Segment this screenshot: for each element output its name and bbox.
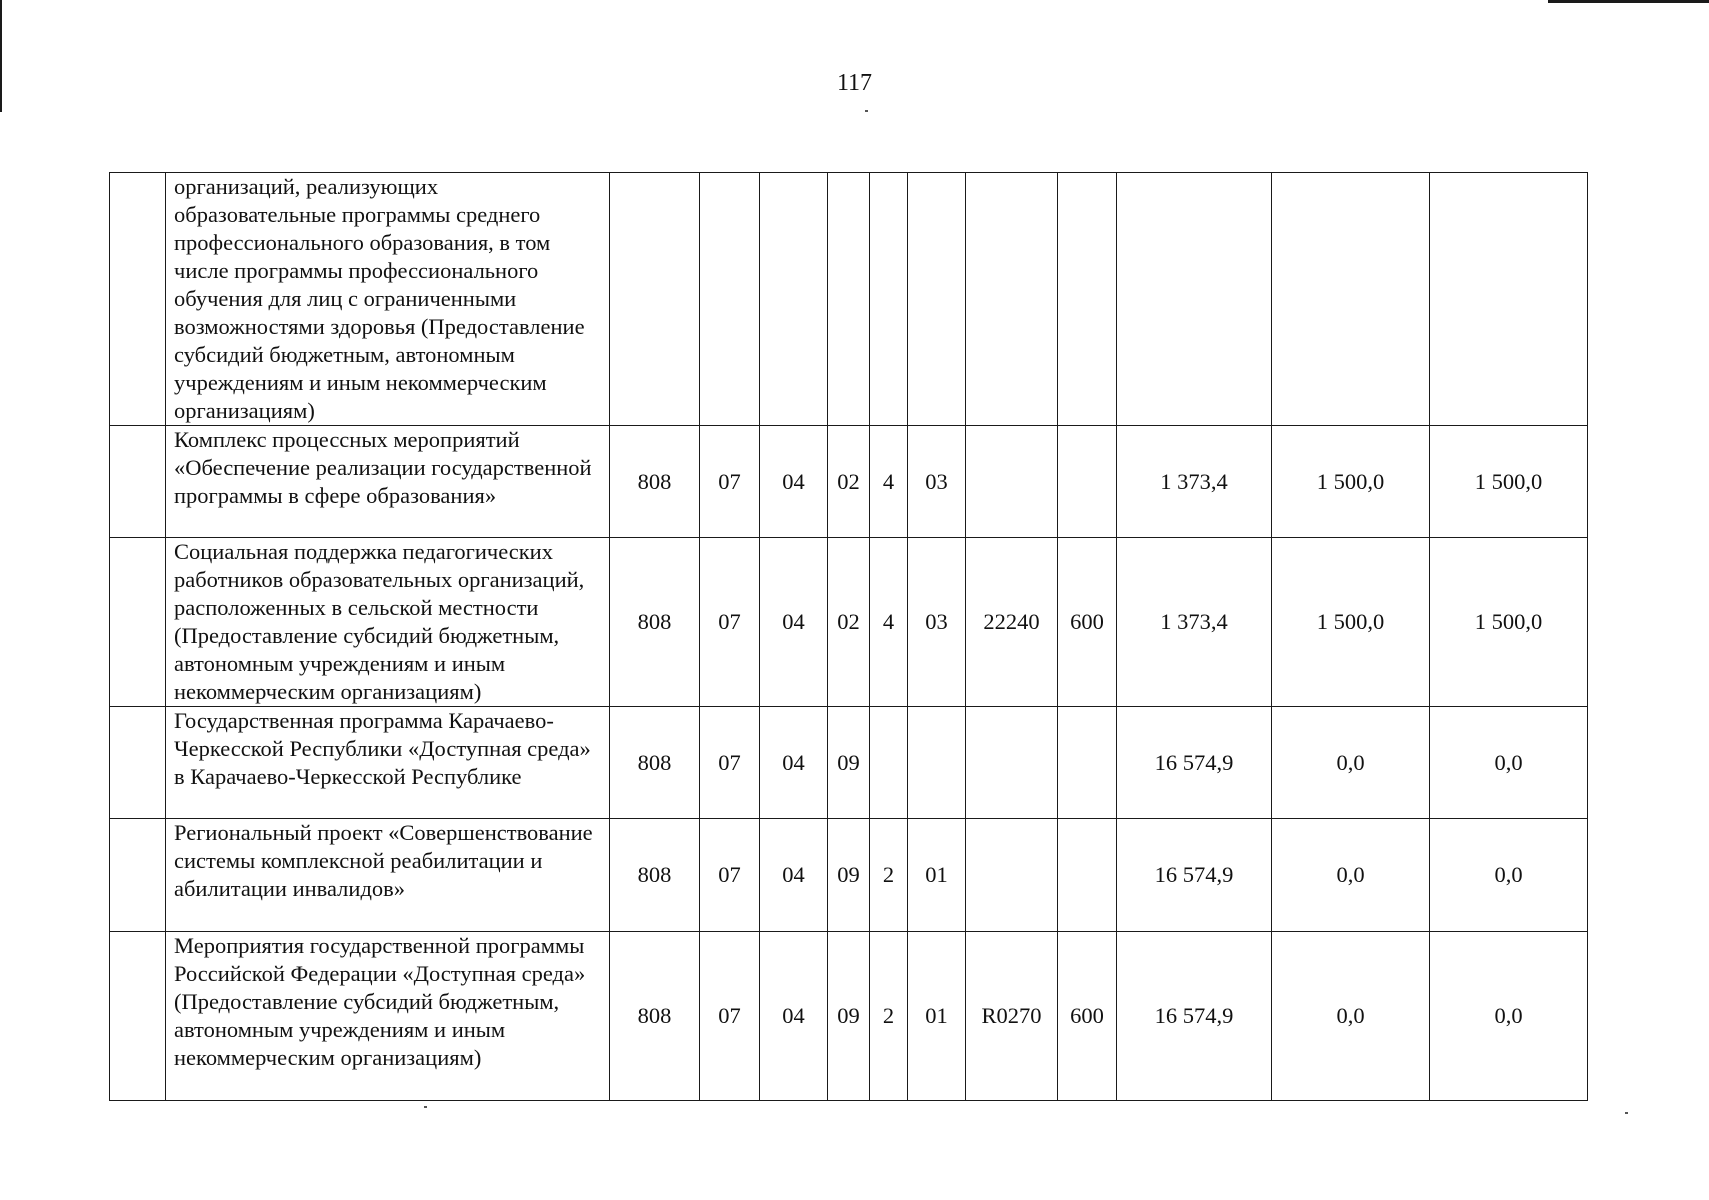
amount-year3-cell: [1430, 173, 1588, 426]
rz-cell: 07: [700, 932, 760, 1101]
rz-cell: 07: [700, 707, 760, 819]
event-code-cell: 03: [908, 426, 966, 538]
table-row: [110, 819, 1588, 932]
direction-code-cell: R0270: [966, 932, 1058, 1101]
event-code-cell: 01: [908, 932, 966, 1101]
table-row: [110, 426, 1588, 538]
scan-dot: [424, 1106, 427, 1108]
rz-cell: [700, 173, 760, 426]
ved-cell: 808: [610, 426, 700, 538]
direction-code-cell: [966, 173, 1058, 426]
direction-code-cell: [966, 707, 1058, 819]
subprogram-type-cell: 4: [870, 426, 908, 538]
direction-code-cell: 22240: [966, 538, 1058, 707]
table-row: [110, 538, 1588, 707]
program-code-cell: 02: [828, 426, 870, 538]
row-name-cell: Государственная программа Карачаево-Черкесской Республики «Доступная среда» в Карачаево-Черкесской Республике: [166, 707, 610, 819]
pr-cell: 04: [760, 819, 828, 932]
direction-code-cell: [966, 426, 1058, 538]
subprogram-type-cell: [870, 173, 908, 426]
ved-cell: [610, 173, 700, 426]
ved-cell: 808: [610, 932, 700, 1101]
event-code-cell: [908, 173, 966, 426]
amount-year1-cell: 16 574,9: [1117, 932, 1272, 1101]
amount-year1-cell: 16 574,9: [1117, 707, 1272, 819]
direction-code-cell: [966, 819, 1058, 932]
ved-cell: 808: [610, 819, 700, 932]
amount-year1-cell: 1 373,4: [1117, 538, 1272, 707]
rz-cell: 07: [700, 819, 760, 932]
page-number: 117: [836, 70, 873, 96]
pr-cell: 04: [760, 932, 828, 1101]
expense-type-cell: [1058, 173, 1117, 426]
pr-cell: 04: [760, 707, 828, 819]
row-index-cell: [110, 707, 166, 819]
row-name-cell: Комплекс процессных мероприятий «Обеспечение реализации государственной программы в сфере образования»: [166, 426, 610, 538]
subprogram-type-cell: [870, 707, 908, 819]
amount-year2-cell: [1272, 173, 1430, 426]
rz-cell: 07: [700, 538, 760, 707]
program-code-cell: 09: [828, 707, 870, 819]
row-name-cell: Региональный проект «Совершенствование системы комплексной реабилитации и абилитации инвалидов»: [166, 819, 610, 932]
subprogram-type-cell: 2: [870, 932, 908, 1101]
expense-type-cell: [1058, 819, 1117, 932]
amount-year3-cell: 1 500,0: [1430, 426, 1588, 538]
event-code-cell: 01: [908, 819, 966, 932]
amount-year2-cell: 1 500,0: [1272, 538, 1430, 707]
program-code-cell: 02: [828, 538, 870, 707]
amount-year1-cell: 16 574,9: [1117, 819, 1272, 932]
row-index-cell: [110, 173, 166, 426]
row-index-cell: [110, 538, 166, 707]
amount-year2-cell: 0,0: [1272, 819, 1430, 932]
pr-cell: [760, 173, 828, 426]
pr-cell: 04: [760, 426, 828, 538]
program-code-cell: 09: [828, 819, 870, 932]
expense-type-cell: [1058, 707, 1117, 819]
row-index-cell: [110, 426, 166, 538]
ved-cell: 808: [610, 707, 700, 819]
amount-year3-cell: 0,0: [1430, 932, 1588, 1101]
subprogram-type-cell: 2: [870, 819, 908, 932]
rz-cell: 07: [700, 426, 760, 538]
amount-year1-cell: [1117, 173, 1272, 426]
event-code-cell: 03: [908, 538, 966, 707]
amount-year2-cell: 0,0: [1272, 707, 1430, 819]
table-row: [110, 932, 1588, 1101]
subprogram-type-cell: 4: [870, 538, 908, 707]
expense-type-cell: 600: [1058, 538, 1117, 707]
scan-dot: [1625, 1112, 1628, 1114]
table-row: [110, 173, 1588, 426]
amount-year2-cell: 0,0: [1272, 932, 1430, 1101]
expense-type-cell: 600: [1058, 932, 1117, 1101]
table-row: [110, 707, 1588, 819]
ved-cell: 808: [610, 538, 700, 707]
amount-year3-cell: 1 500,0: [1430, 538, 1588, 707]
amount-year3-cell: 0,0: [1430, 707, 1588, 819]
scan-dot: [865, 110, 868, 112]
row-name-cell: Социальная поддержка педагогических работников образовательных организаций, расположенных в сельской местности (Предоставление субсидий бюджетным, автономным учреждениям и иным некоммерческим организациям): [166, 538, 610, 707]
pr-cell: 04: [760, 538, 828, 707]
program-code-cell: 09: [828, 932, 870, 1101]
expense-type-cell: [1058, 426, 1117, 538]
amount-year2-cell: 1 500,0: [1272, 426, 1430, 538]
row-index-cell: [110, 819, 166, 932]
event-code-cell: [908, 707, 966, 819]
amount-year1-cell: 1 373,4: [1117, 426, 1272, 538]
row-name-cell: Мероприятия государственной программы Российской Федерации «Доступная среда» (Предоставление субсидий бюджетным, автономным учреждениям и иным некоммерческим организациям): [166, 932, 610, 1101]
program-code-cell: [828, 173, 870, 426]
budget-table: [109, 172, 1588, 1101]
budget-table-container: [109, 172, 1587, 1101]
row-index-cell: [110, 932, 166, 1101]
row-name-cell: организаций, реализующих образовательные программы среднего профессионального образования, в том числе программы профессионального обучения для лиц с ограниченными возможностями здоровья (Предоставление субсидий бюджетным, автономным учреждениям и иным некоммерческим организациям): [166, 173, 610, 426]
amount-year3-cell: 0,0: [1430, 819, 1588, 932]
scan-edge-mark-top-right: [1548, 0, 1709, 3]
